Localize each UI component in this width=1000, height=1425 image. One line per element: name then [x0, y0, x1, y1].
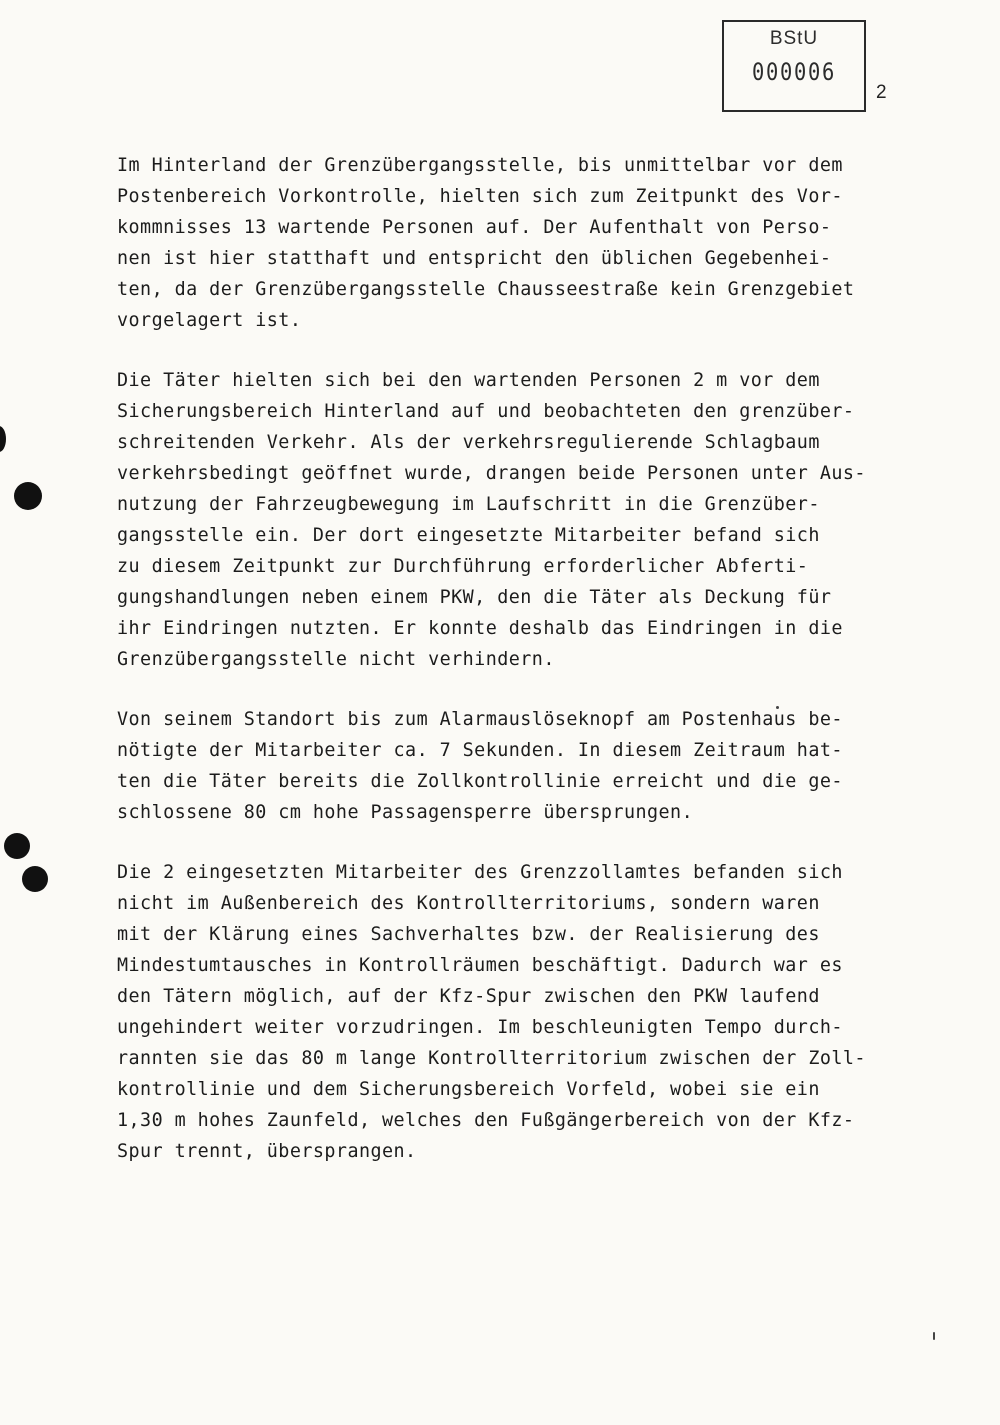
- text-line: ungehindert weiter vorzudringen. Im beschleunigten Tempo durch-: [117, 1017, 843, 1038]
- text-line: ihr Eindringen nutzten. Er konnte deshalb das Eindringen in die: [117, 618, 843, 639]
- text-line: vorgelagert ist.: [117, 310, 302, 331]
- stamp-label: BStU: [769, 28, 819, 49]
- text-line: Im Hinterland der Grenzübergangsstelle, bis unmittelbar vor dem: [117, 155, 843, 176]
- text-line: Postenbereich Vorkontrolle, hielten sich zum Zeitpunkt des Vor-: [117, 186, 843, 207]
- page-number: 2: [876, 82, 887, 103]
- text-line: nötigte der Mitarbeiter ca. 7 Sekunden. In diesem Zeitraum hat-: [117, 740, 843, 761]
- text-line: Sicherungsbereich Hinterland auf und beobachteten den grenzüber-: [117, 401, 855, 422]
- text-line: nicht im Außenbereich des Kontrollterritoriums, sondern waren: [117, 893, 820, 914]
- text-line: ten, da der Grenzübergangsstelle Chausseestraße kein Grenzgebiet: [117, 279, 855, 300]
- text-line: Die 2 eingesetzten Mitarbeiter des Grenzzollamtes befanden sich: [117, 862, 843, 883]
- punch-hole-mark: [0, 426, 6, 452]
- text-line: rannten sie das 80 m lange Kontrollterritorium zwischen der Zoll-: [117, 1048, 866, 1069]
- text-line: kommnisses 13 wartende Personen auf. Der Aufenthalt von Perso-: [117, 217, 832, 238]
- paragraph: [117, 704, 947, 828]
- text-line: schlossene 80 cm hohe Passagensperre übersprungen.: [117, 802, 694, 823]
- text-line: gungshandlungen neben einem PKW, den die Täter als Deckung für: [117, 587, 832, 608]
- text-line: nutzung der Fahrzeugbewegung im Laufschritt in die Grenzüber-: [117, 494, 820, 515]
- text-line: 1,30 m hohes Zaunfeld, welches den Fußgängerbereich von der Kfz-: [117, 1110, 855, 1131]
- text-line: schreitenden Verkehr. Als der verkehrsregulierende Schlagbaum: [117, 432, 820, 453]
- text-line: verkehrsbedingt geöffnet wurde, drangen beide Personen unter Aus-: [117, 463, 866, 484]
- text-line: nen ist hier statthaft und entspricht den üblichen Gegebenhei-: [117, 248, 832, 269]
- stamp-number: 000006: [752, 58, 836, 86]
- text-line: Spur trennt, übersprangen.: [117, 1141, 417, 1162]
- archive-stamp: [722, 20, 866, 112]
- text-line: mit der Klärung eines Sachverhaltes bzw. der Realisierung des: [117, 924, 820, 945]
- text-line: gangsstelle ein. Der dort eingesetzte Mitarbeiter befand sich: [117, 525, 820, 546]
- text-line: kontrollinie und dem Sicherungsbereich Vorfeld, wobei sie ein: [117, 1079, 820, 1100]
- text-line: Grenzübergangsstelle nicht verhindern.: [117, 649, 555, 670]
- punch-hole-mark: [4, 833, 30, 859]
- paragraph: [117, 150, 947, 336]
- paragraph: [117, 365, 947, 675]
- paragraph: [117, 857, 947, 1167]
- punch-hole-mark: [14, 482, 42, 510]
- document-body: [117, 150, 947, 1196]
- text-line: zu diesem Zeitpunkt zur Durchführung erforderlicher Abferti-: [117, 556, 809, 577]
- text-line: Die Täter hielten sich bei den wartenden Personen 2 m vor dem: [117, 370, 820, 391]
- text-line: Von seinem Standort bis zum Alarmauslöseknopf am Postenhaus be-: [117, 709, 843, 730]
- text-line: ten die Täter bereits die Zollkontrollinie erreicht und die ge-: [117, 771, 843, 792]
- punch-hole-mark: [22, 866, 48, 892]
- paper-speck: [933, 1332, 935, 1340]
- text-line: Mindestumtausches in Kontrollräumen beschäftigt. Dadurch war es: [117, 955, 843, 976]
- text-line: den Tätern möglich, auf der Kfz-Spur zwischen den PKW laufend: [117, 986, 820, 1007]
